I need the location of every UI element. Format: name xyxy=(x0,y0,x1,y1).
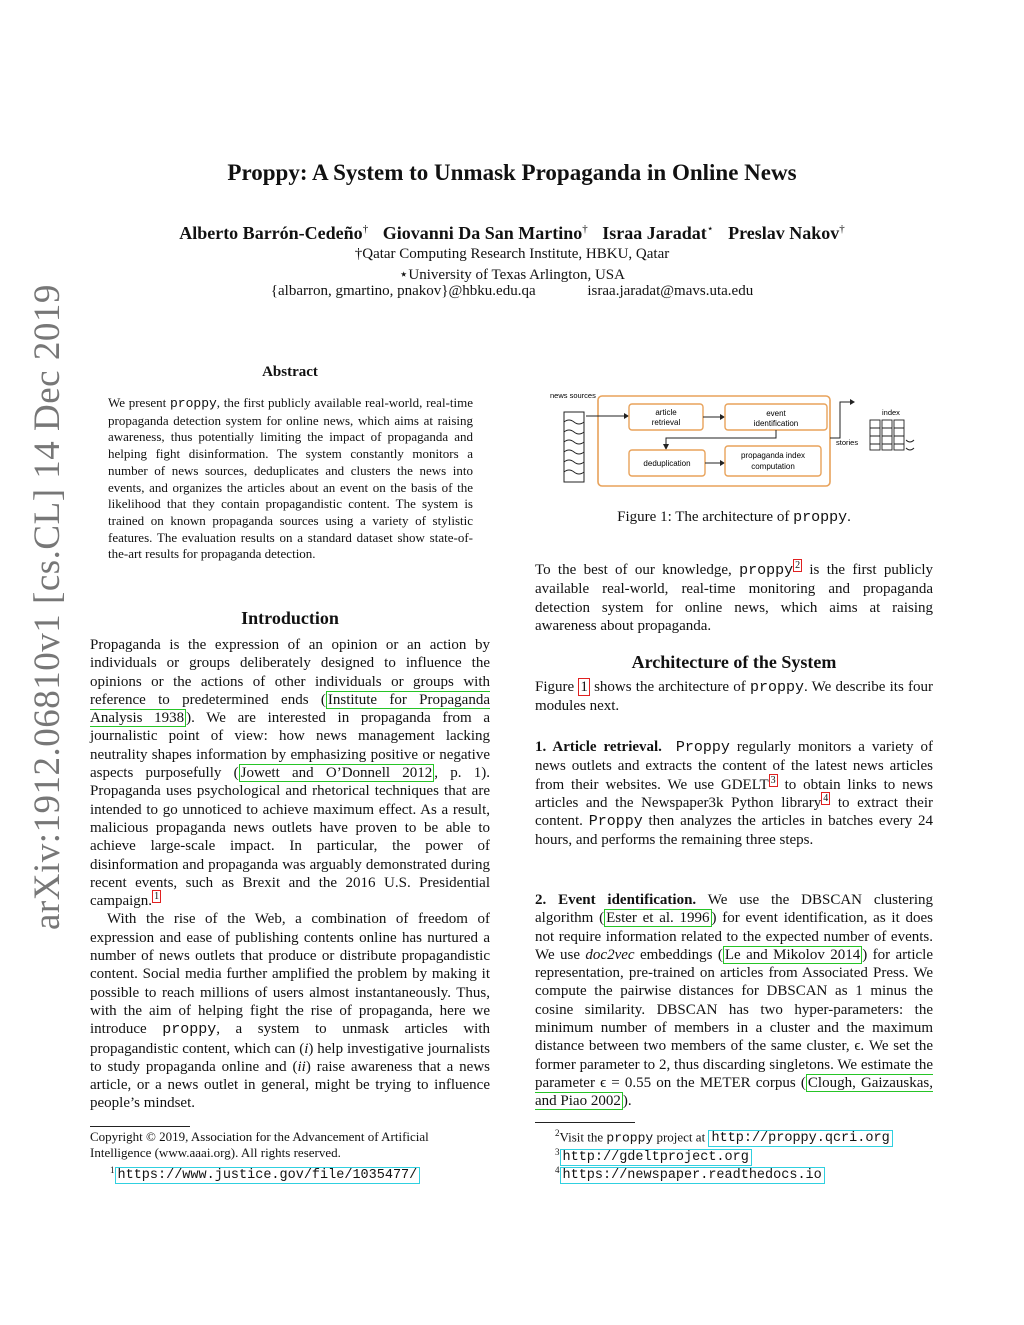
arrow xyxy=(666,430,776,446)
footnote-ref[interactable]: 4 xyxy=(823,792,829,804)
module-event-identification xyxy=(535,891,933,1111)
footnote: $^2$Visit the proppy project at http://proppy.qcri.org xyxy=(555,1124,893,1148)
paragraph: With the rise of the Web, a combination of freedom of expression and ease of publishing contents online has nurtured a number of news outlets that produce or distribute propagandistic content. Social media further amplified the problem by making it possible to reach millions of users almost instantaneously. Thus, with the aim of helping fight the rise of propaganda, here we introduce proppy, a system to unmask articles with propagandistic content, which can (i) help investigative journalists to study propaganda online and (ii) raise awareness that a news article, or a news outlet in general, might be trying to influence people’s mindset. xyxy=(90,911,491,1112)
citation-link[interactable]: Ester et al. 1996 xyxy=(606,910,710,927)
email: {albarron, gmartino, pnakov}@hbku.edu.qa xyxy=(270,283,536,299)
svg-text:stories: stories xyxy=(836,438,859,447)
paragraph: Figure 1 shows the architecture of proppy. We describe its four modules next. xyxy=(535,679,934,715)
paragraph: 1. Article retrieval. Proppy regularly monitors a variety of news outlets and extracts the content of the latest news articles from their websites. We use GDELT $^3$ to obtain links to news articles and the Newspaper3k Python library $^4$ to extract their content. Proppy then analyzes the articles in batches every 24 hours, and performs the remaining three steps. xyxy=(535,739,933,849)
introduction-heading: Introduction xyxy=(241,608,339,628)
introduction-body xyxy=(90,636,490,1113)
citation-link[interactable]: Le and Mikolov 2014 xyxy=(724,946,861,963)
url-link[interactable]: https://newspaper.readthedocs.io xyxy=(560,1167,825,1184)
paragraph: To the best of our knowledge, proppy $^2$ is the first publicly available real-world, real-time monitoring and propaganda detection system for online news, which aims at raising awareness about propaganda. xyxy=(535,560,933,634)
svg-text:retrieval: retrieval xyxy=(651,418,681,427)
right-intro-paragraph xyxy=(535,561,933,635)
footnote-rule xyxy=(535,1122,635,1123)
paragraph: 2. Event identification. We use the DBSCAN clustering algorithm ( Ester et al. 1996 ) for event identification, as it does not require information related to the expected number of events. We use doc2vec embeddings ( Le and Mikolov 2014 ) for article representation, pre-trained on articles from Associated Press. We compute the pairwise distances for DBSCAN as 1 minus the cosine similarity. DBSCAN has two hyper-parameters: the minimum number of members in a cluster and the maximum distance between two members of the same cluster, ϵ. We set the former parameter to 2, thus discarding singletons. We estimate the parameter ϵ = 0.55 on the METER corpus ( Clough, Gaizauskas, and Piao 2002 ). xyxy=(535,892,933,1110)
footnote-ref[interactable]: 1 xyxy=(154,891,160,903)
news-sources-label: news sources xyxy=(550,391,596,400)
author: Preslav Nakov† xyxy=(728,223,845,243)
copyright-notice: Copyright © 2019, Association for the Advancement of Artificial Intelligence (www.aaai.org). All rights reserved. xyxy=(90,1129,429,1160)
figure-ref-link[interactable]: 1 xyxy=(580,679,588,695)
citation-link[interactable]: Jowett and O’Donnell 2012 xyxy=(240,765,433,782)
citation-link[interactable]: Clough, Gaizauskas, and Piao 2002 xyxy=(535,1074,933,1110)
url-link[interactable]: http://proppy.qcri.org xyxy=(708,1130,892,1147)
architecture-intro xyxy=(535,678,933,716)
architecture-heading: Architecture of the System xyxy=(631,652,837,672)
author-list xyxy=(0,222,1024,244)
svg-text:article: article xyxy=(655,408,677,417)
footnote: $^1$ https://www.justice.gov/file/1035477/ xyxy=(110,1161,420,1185)
abstract-text: We present proppy, the first publicly available real-world, real-time propaganda detection system for online news, which aims at raising awareness, thus potentially limiting the impact of propaganda and helping fight disinformation. The system constantly monitors a number of news sources, deduplicates and clusters the news into events, and organizes the articles about an event on the basis of the likelihood that they contain propagandistic content. The system is trained on known propaganda sources using a variety of stylistic features. The evaluation results on a standard dataset show state-of-the-art results for propaganda detection. xyxy=(108,395,473,562)
footnote-rule xyxy=(90,1126,190,1127)
affiliation: †Qatar Computing Research Institute, HBKU, Qatar xyxy=(354,246,670,262)
footnote-ref[interactable]: 3 xyxy=(770,774,776,786)
module-article-retrieval xyxy=(535,738,933,850)
svg-text:index: index xyxy=(882,408,900,417)
author: Alberto Barrón-Cedeño† xyxy=(179,223,369,243)
paragraph: Propaganda is the expression of an opinion or an action by individuals or groups deliberately designed to influence the opinions or the actions of other individuals or groups with reference to predetermined ends ( Institute for Propaganda Analysis 1938 ). We are interested in propaganda from a journalistic point of view: how news management lacking neutrality shapes information by emphasizing positive or negative aspects purposefully ( Jowett and O’Donnell 2012 , p. 1). Propaganda uses psychological and rhetorical techniques that are intended to go unnoticed to achieve maximum effect. As a result, malicious propaganda news outlets have proven to be able to achieve large-scale impact. In particular, the power of disinformation and propaganda was arguably demonstrated during recent events, such as Brexit and the 2016 U.S. Presidential campaign. $^1$ xyxy=(90,637,490,910)
paper-title: Proppy: A System to Unmask Propaganda in Online News xyxy=(227,160,797,185)
arxiv-identifier: arXiv:1912.06810v1 [cs.CL] 14 Dec 2019 xyxy=(27,284,68,930)
svg-text:deduplication: deduplication xyxy=(643,459,691,468)
affiliation: ⋆University of Texas Arlington, USA xyxy=(399,267,625,283)
arrow xyxy=(830,402,850,438)
abstract-heading: Abstract xyxy=(262,364,318,380)
email: israa.jaradat@mavs.uta.edu xyxy=(587,283,754,299)
news-sources-stack-icon xyxy=(564,412,584,482)
architecture-figure xyxy=(548,388,926,498)
citation-link[interactable]: Institute for Propaganda Analysis 1938 xyxy=(90,691,490,727)
author: Israa Jaradat⋆ xyxy=(602,223,714,243)
footnote: $^4$ https://newspaper.readthedocs.io xyxy=(555,1161,825,1185)
stories-index-icon xyxy=(870,420,914,450)
url-link[interactable]: http://gdeltproject.org xyxy=(560,1149,752,1166)
figure-caption: Figure 1: The architecture of proppy. xyxy=(617,509,851,526)
url-link[interactable]: https://www.justice.gov/file/1035477/ xyxy=(115,1167,421,1184)
svg-text:computation: computation xyxy=(751,462,795,471)
svg-text:event: event xyxy=(766,409,786,418)
email-line xyxy=(0,283,1024,300)
footnote-ref[interactable]: 2 xyxy=(795,560,801,571)
author: Giovanni Da San Martino† xyxy=(382,223,588,243)
footnote: $^3$ http://gdeltproject.org xyxy=(555,1143,752,1167)
svg-text:identification: identification xyxy=(753,419,799,428)
svg-text:propaganda index: propaganda index xyxy=(740,451,806,460)
